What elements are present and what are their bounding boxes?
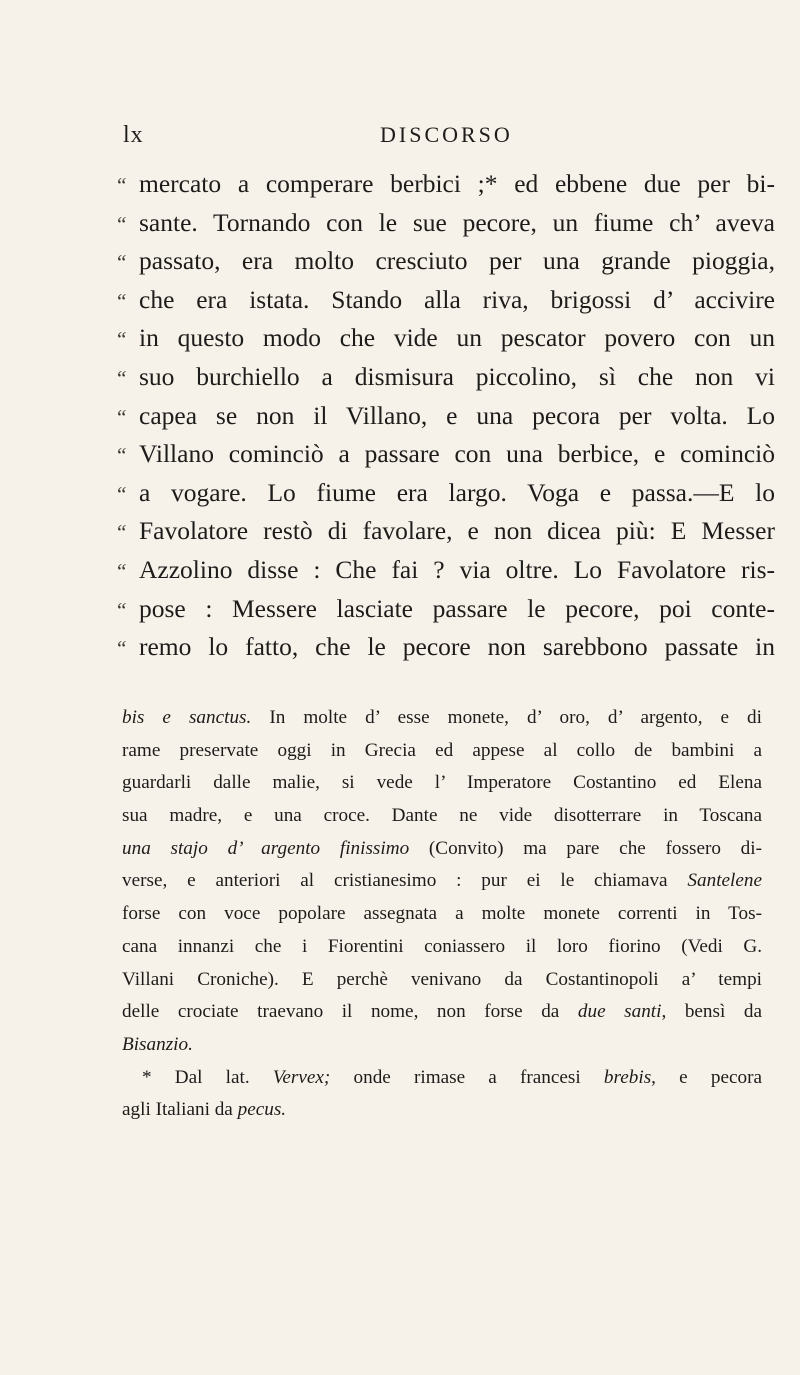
line-text: Villano cominciò a passare con una berbice, e cominciò [139,439,775,469]
quote-mark: “ [115,250,127,275]
footnote-line: Villani Croniche). E perchè venivano da Costantinopoli a’ tempi [122,968,762,990]
text-line [115,204,775,243]
footnotes-block [122,702,762,1127]
text-line [115,358,775,397]
footnote-line: guardarli dalle malie, si vede l’ Imperatore Costantino ed Elena [122,772,762,794]
text-line [115,590,775,629]
text-line [115,551,775,590]
text-line [115,474,775,513]
quote-mark: “ [115,288,127,313]
line-text: in questo modo che vide un pescator povero con un [139,323,775,353]
footnote-line: rame preservate oggi in Grecia ed appese al collo de bambini a [122,739,762,761]
quote-mark: “ [115,211,127,236]
quote-mark: “ [115,365,127,390]
footnote-line: forse con voce popolare assegnata a molte monete correnti in Tos- [122,903,762,925]
quote-mark: “ [115,558,127,583]
line-text: che era istata. Stando alla riva, brigossi d’ accivire [139,284,775,314]
text-line [115,242,775,281]
quote-mark: “ [115,636,127,661]
page-number: lx [123,122,144,148]
line-text: passato, era molto cresciuto per una grande pioggia, [139,246,775,276]
footnote-line: delle crociate traevano il nome, non forse da due santi, bensì da [122,1001,762,1023]
footnote-line: agli Italiani da pecus. [122,1099,287,1121]
footnote-line: sua madre, e una croce. Dante ne vide disotterrare in Toscana [122,805,762,827]
page-header [0,112,800,152]
line-text: capea se non il Villano, e una pecora per volta. Lo [139,400,775,430]
text-line [115,319,775,358]
footnote-line: una stajo d’ argento finissimo (Convito) ma pare che fossero di- [122,837,762,859]
quote-mark: “ [115,443,127,468]
quote-mark: “ [115,404,127,429]
text-line [115,628,775,667]
line-text: pose : Messere lasciate passare le pecore, poi conte- [139,593,775,623]
text-line [115,435,775,474]
text-line [115,397,775,436]
line-text: Azzolino disse : Che fai ? via oltre. Lo Favolatore ris- [139,554,775,584]
line-text: a vogare. Lo fiume era largo. Voga e passa.—E lo [139,477,775,507]
footnote-line: verse, e anteriori al cristianesimo : pur ei le chiamava Santelene [122,870,762,892]
line-text: sante. Tornando con le sue pecore, un fiume ch’ aveva [139,207,775,237]
quote-mark: “ [115,327,127,352]
quote-mark: “ [115,173,127,197]
running-title: DISCORSO [380,122,513,147]
footnote-line: cana innanzi che i Fiorentini coniassero il loro fiorino (Vedi G. [122,935,762,957]
footnote-line: * Dal lat. Vervex; onde rimase a francesi brebis, e pecora [142,1066,762,1088]
main-text-block [115,165,775,667]
quote-mark: “ [115,481,127,506]
text-line [115,281,775,320]
line-text: Favolatore restò di favolare, e non dicea più: E Messer [139,516,775,546]
quote-mark: “ [115,520,127,545]
line-text: mercato a comperare berbici ;* ed ebbene due per bi- [139,169,775,198]
text-line [115,165,775,204]
line-text: remo lo fatto, che le pecore non sarebbono passate in [139,632,775,662]
footnote-line: bis e sanctus. In molte d’ esse monete, d’ oro, d’ argento, e di [122,707,762,728]
quote-mark: “ [115,597,127,622]
text-line [115,512,775,551]
footnote-line: Bisanzio. [122,1033,193,1055]
line-text: suo burchiello a dismisura piccolino, sì che non vi [139,361,775,391]
